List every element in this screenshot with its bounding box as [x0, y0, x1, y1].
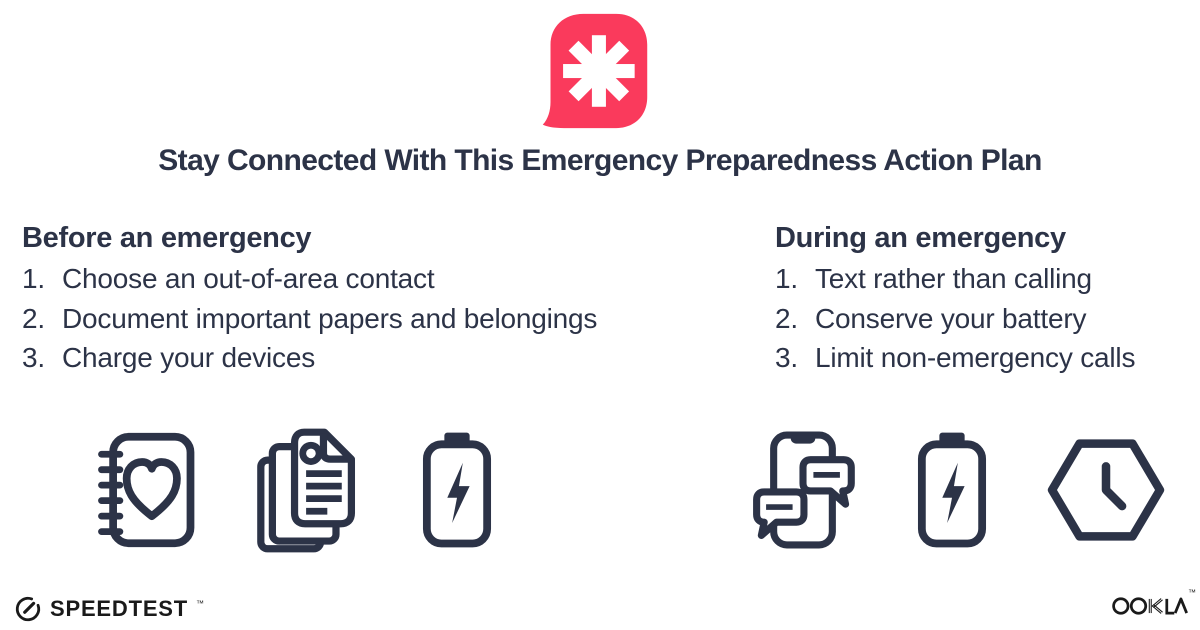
list-item-text: Choose an out-of-area contact: [62, 263, 435, 294]
list-item-number: 2.: [22, 302, 45, 334]
speedtest-trademark: ™: [196, 598, 205, 608]
ookla-logo: [1112, 588, 1196, 618]
asterisk-icon: [563, 35, 635, 107]
speedtest-wordmark: SPEEDTEST: [50, 596, 189, 621]
list-item: [775, 338, 1195, 378]
ookla-k-hatched: [1149, 599, 1162, 614]
list-item: [22, 338, 742, 378]
asterisk-bubble-graphic: [540, 12, 650, 130]
ookla-wordmark: [1112, 594, 1188, 618]
page-title: Stay Connected With This Emergency Preparedness Action Plan: [158, 144, 1042, 177]
list-item: [775, 259, 1195, 299]
list-item-number: 2.: [775, 302, 798, 334]
before-emergency-section: [22, 218, 742, 378]
list-item-text: Text rather than calling: [815, 263, 1092, 294]
speedtest-gauge-icon: [14, 595, 42, 623]
before-emergency-list: [22, 259, 742, 378]
clock-hexagon-icon: [1047, 437, 1165, 543]
important-documents-icon: [256, 426, 362, 554]
contact-book-heart-icon: [96, 431, 196, 549]
during-emergency-section: [775, 218, 1195, 378]
during-emergency-icons: [750, 424, 1165, 556]
speedtest-logo: [14, 594, 204, 624]
before-emergency-heading: Before an emergency: [22, 222, 312, 254]
list-item-text: Limit non-emergency calls: [815, 342, 1136, 373]
charged-battery-icon: [917, 431, 987, 549]
during-emergency-list: [775, 259, 1195, 378]
list-item: [775, 299, 1195, 339]
list-item: [22, 299, 742, 339]
list-item-number: 1.: [775, 263, 798, 294]
list-item: [22, 259, 742, 299]
list-item-text: Document important papers and belongings: [62, 302, 598, 334]
before-emergency-icons: [96, 424, 492, 556]
list-item-number: 3.: [22, 342, 45, 373]
emergency-asterisk-bubble-icon: [540, 12, 650, 130]
charged-battery-icon: [422, 431, 492, 549]
phone-text-messages-icon: [750, 429, 856, 551]
list-item-text: Charge your devices: [62, 342, 315, 373]
ookla-trademark: ™: [1188, 588, 1196, 597]
list-item-text: Conserve your battery: [815, 302, 1087, 334]
during-emergency-heading: During an emergency: [775, 222, 1066, 254]
list-item-number: 1.: [22, 263, 45, 294]
list-item-number: 3.: [775, 342, 798, 373]
